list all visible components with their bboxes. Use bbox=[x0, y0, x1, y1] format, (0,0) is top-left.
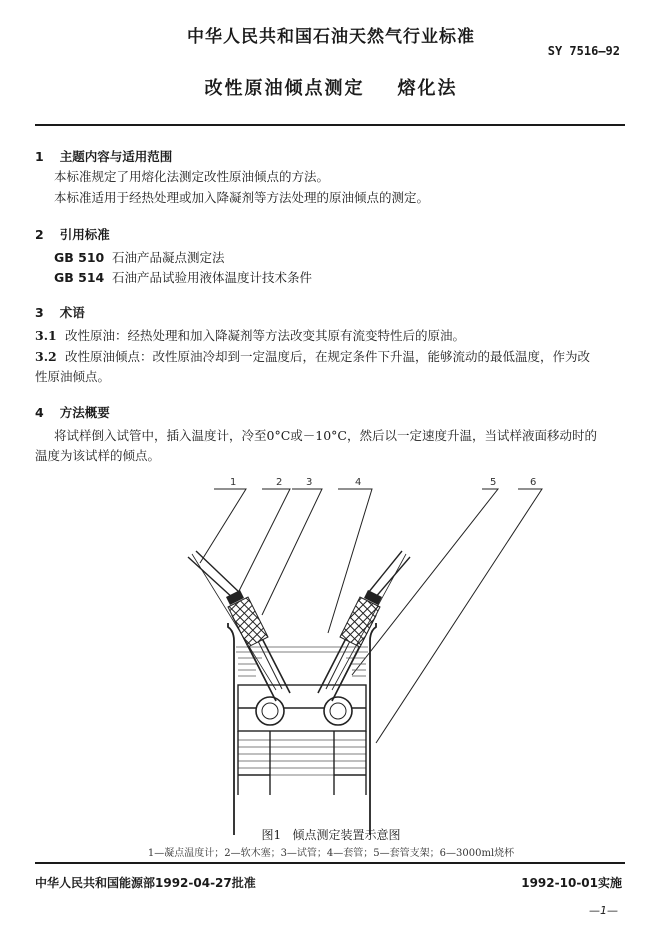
callout-label: 1 bbox=[230, 477, 237, 488]
callout-label: 4 bbox=[355, 477, 362, 488]
term-3-1 bbox=[35, 326, 465, 346]
section-title: 主题内容与适用范围 bbox=[59, 149, 173, 164]
term-text: 改性原油：经热处理和加入降凝剂等方法改变其原有流变特性后的原油。 bbox=[65, 328, 466, 343]
figure-legend: 1—凝点温度计；2—软木塞；3—试管；4—套管；5—套管支架；6—3000ml烧杯 bbox=[147, 848, 515, 859]
section-2-heading bbox=[35, 225, 110, 243]
approval-text: 中华人民共和国能源部1992-04-27批准 bbox=[35, 876, 256, 890]
section-4-line-2: 温度为该试样的倾点。 bbox=[35, 448, 161, 463]
section-title: 方法概要 bbox=[59, 405, 110, 420]
footer-rule bbox=[35, 862, 625, 864]
section-number: 3 bbox=[35, 305, 44, 320]
reference-row bbox=[54, 248, 225, 268]
section-number: 1 bbox=[35, 149, 44, 164]
beaker-3000ml bbox=[228, 623, 376, 835]
standard-code: SY 7516—92 bbox=[547, 44, 620, 58]
reference-row bbox=[54, 268, 312, 288]
term-text: 改性原油倾点：改性原油冷却到一定温度后，在规定条件下升温，能够流动的最低温度，作为改 bbox=[65, 349, 591, 364]
section-4-line-1: 将试样倒入试管中，插入温度计，冷至0°C或－10°C，然后以一定速度升温，当试样液面移动时的 bbox=[54, 428, 597, 443]
section-title: 引用标准 bbox=[59, 227, 110, 242]
callout-label: 3 bbox=[306, 477, 313, 488]
document-title: 改性原油倾点测定 熔化法 bbox=[204, 78, 458, 99]
header-rule bbox=[35, 124, 625, 126]
section-number: 2 bbox=[35, 227, 44, 242]
section-1-line-1: 本标准规定了用熔化法测定改性原油倾点的方法。 bbox=[54, 169, 330, 184]
reference-title: 石油产品凝点测定法 bbox=[112, 250, 225, 265]
callout-label: 2 bbox=[276, 477, 283, 488]
section-3-heading bbox=[35, 303, 85, 321]
figure-caption: 图1 倾点测定装置示意图 bbox=[261, 828, 401, 842]
section-number: 4 bbox=[35, 405, 44, 420]
term-number: 3.2 bbox=[35, 349, 57, 364]
right-tube-assembly bbox=[318, 551, 410, 725]
reference-code: GB 510 bbox=[54, 250, 105, 265]
reference-title: 石油产品试验用液体温度计技术条件 bbox=[112, 270, 313, 285]
effective-date: 1992-10-01实施 bbox=[521, 876, 622, 890]
pour-point-apparatus-diagram bbox=[0, 475, 662, 835]
reference-code: GB 514 bbox=[54, 270, 105, 285]
callout-label: 5 bbox=[490, 477, 497, 488]
section-title: 术语 bbox=[59, 305, 85, 320]
section-4-heading bbox=[35, 403, 110, 421]
term-number: 3.1 bbox=[35, 328, 57, 343]
issuing-organization: 中华人民共和国石油天然气行业标准 bbox=[187, 27, 475, 47]
section-1-heading bbox=[35, 147, 172, 165]
term-3-2-continued: 性原油倾点。 bbox=[35, 369, 111, 384]
term-3-2 bbox=[35, 347, 630, 367]
left-tube-assembly bbox=[188, 551, 290, 725]
page-number: —1— bbox=[589, 904, 618, 917]
callout-label: 6 bbox=[530, 477, 537, 488]
section-1-line-2: 本标准适用于经热处理或加入降凝剂等方法处理的原油倾点的测定。 bbox=[54, 190, 430, 205]
